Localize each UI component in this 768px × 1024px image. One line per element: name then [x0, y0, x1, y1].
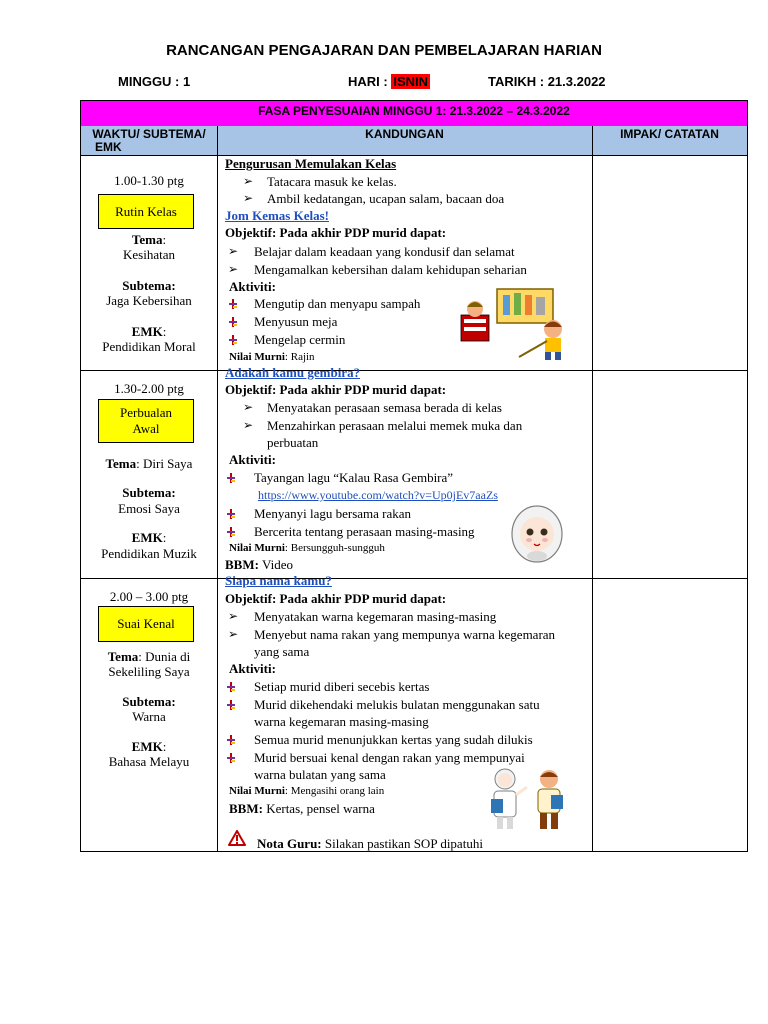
bbm-label: BBM:	[225, 557, 259, 572]
bbm-value: Kertas, pensel warna	[266, 801, 375, 816]
flag-bullet-icon	[227, 527, 235, 537]
row-2-time: 1.30-2.00 ptg	[114, 381, 184, 396]
row-2-tema	[81, 456, 217, 472]
row-3-aktiviti-label: Aktiviti:	[229, 661, 276, 676]
arrow-bullet-icon: ➢	[243, 400, 254, 414]
column-header-waktu	[81, 126, 217, 156]
row-1-session-box: Rutin Kelas	[98, 194, 194, 229]
row-3-objective-cont: yang sama	[254, 644, 310, 659]
row-3-session-box: Suai Kenal	[98, 606, 194, 642]
flag-bullet-icon	[227, 735, 235, 745]
row-3-emk: EMK:	[131, 739, 167, 754]
row-1-emk-value: Pendidikan Moral	[102, 339, 196, 354]
hari-label: HARI :	[348, 74, 388, 89]
arrow-bullet-icon: ➢	[243, 174, 254, 188]
phase-band: FASA PENYESUAIAN MINGGU 1: 21.3.2022 – 24.3.2022	[81, 101, 747, 127]
nilai-value: : Rajin	[284, 351, 315, 363]
row-1-activity-title[interactable]: Jom Kemas Kelas!	[225, 208, 329, 223]
emk-label: EMK	[131, 530, 163, 545]
row-1-activity: Mengelap cermin	[254, 332, 346, 347]
row-divider	[81, 578, 747, 579]
classroom-cleaning-illustration	[459, 285, 569, 361]
row-3-subtema-label: Subtema:	[122, 694, 176, 709]
row-1-objective: Belajar dalam keadaan yang kondusif dan selamat	[254, 244, 515, 259]
warning-icon	[228, 830, 246, 846]
column-header-impak: IMPAK/ CATATAN	[592, 126, 747, 156]
document-title: RANCANGAN PENGAJARAN DAN PEMBELAJARAN HARIAN	[166, 42, 602, 59]
row-3-objektif: Objektif: Pada akhir PDP murid dapat:	[225, 591, 447, 606]
row-3-objective: Menyebut nama rakan yang mempunya warna kegemaran	[254, 627, 556, 642]
row-2-nilai	[229, 542, 385, 554]
row-3-bbm	[229, 801, 375, 817]
row-3-time: 2.00 – 3.00 ptg	[109, 589, 189, 604]
arrow-bullet-icon: ➢	[228, 262, 239, 276]
nilai-label: Nilai Murni	[229, 351, 285, 363]
column-header-kandungan: KANDUNGAN	[217, 126, 592, 156]
row-1-heading-item: Ambil kedatangan, ucapan salam, bacaan doa	[267, 191, 505, 206]
row-2-activity: Tayangan lagu “Kalau Rasa Gembira”	[254, 470, 454, 485]
nilai-value: : Mengasihi orang lain	[284, 785, 385, 797]
flag-bullet-icon	[229, 335, 237, 345]
row-2-aktiviti-label: Aktiviti:	[229, 452, 276, 467]
row-1-tema: Tema:	[131, 232, 167, 247]
row-2-subtema-value: Emosi Saya	[118, 501, 180, 516]
bbm-value: Video	[261, 557, 293, 572]
tema-label: Tema	[105, 456, 137, 471]
row-1-objektif: Objektif: Pada akhir PDP murid dapat:	[225, 225, 447, 240]
tema-value: : Dunia di	[138, 649, 191, 664]
row-2-session-box	[98, 399, 194, 443]
lesson-plan-table	[80, 100, 748, 852]
youtube-link[interactable]: https://www.youtube.com/watch?v=Up0jEv7aaZs	[258, 488, 498, 502]
nota-label: Nota Guru:	[257, 836, 322, 851]
row-3-activity: Setiap murid diberi secebis kertas	[254, 679, 430, 694]
row-1-time: 1.00-1.30 ptg	[114, 173, 184, 188]
row-3-activity-cont: warna bulatan yang sama	[254, 767, 386, 782]
tema-value: : Diri Saya	[136, 456, 193, 471]
row-3-subtema-value: Warna	[132, 709, 166, 724]
minggu-label: MINGGU : 1	[118, 74, 191, 89]
row-2-objective-cont: perbuatan	[267, 435, 319, 450]
row-1-activity: Menyusun meja	[254, 314, 338, 329]
girl-face-illustration	[509, 504, 565, 568]
row-2-activity: Menyanyi lagu bersama rakan	[254, 506, 412, 521]
students-illustration	[483, 765, 573, 835]
row-3-activity: Semua murid menunjukkan kertas yang sudah dilukis	[254, 732, 533, 747]
row-2-subtema-label: Subtema:	[122, 485, 176, 500]
nilai-label: Nilai Murni	[229, 785, 285, 797]
flag-bullet-icon	[227, 753, 235, 763]
column-divider	[217, 126, 218, 851]
row-3-emk-value: Bahasa Melayu	[108, 754, 190, 769]
row-2-emk-value: Pendidikan Muzik	[101, 546, 197, 561]
arrow-bullet-icon: ➢	[228, 244, 239, 258]
emk-label: EMK	[131, 739, 163, 754]
row-2-activity: Bercerita tentang perasaan masing-masing	[254, 524, 475, 539]
row-2-objective: Menyatakan perasaan semasa berada di kelas	[267, 400, 502, 415]
row-2-activity-title[interactable]: Adakah kamu gembira?	[225, 365, 361, 380]
row-1-objective: Mengamalkan kebersihan dalam kehidupan seharian	[254, 262, 527, 277]
row-3-activity-cont: warna kegemaran masing-masing	[254, 714, 429, 729]
row-2-emk: EMK:	[131, 530, 167, 545]
hari-value: ISNIN	[393, 74, 429, 89]
row-3-tema-cont: Sekeliling Saya	[108, 664, 190, 679]
arrow-bullet-icon: ➢	[243, 418, 254, 432]
nilai-label: Nilai Murni	[229, 542, 285, 554]
row-3-activity: Murid dikehendaki melukis bulatan menggunakan satu	[254, 697, 540, 712]
flag-bullet-icon	[229, 299, 237, 309]
tarikh-label: TARIKH : 21.3.2022	[488, 74, 606, 89]
row-2-session-box-line: Awal	[132, 421, 160, 436]
row-1-aktiviti-label: Aktiviti:	[229, 279, 276, 294]
row-1-subtema-label: Subtema:	[122, 278, 176, 293]
row-2-objective: Menzahirkan perasaan melalui memek muka dan	[267, 418, 523, 433]
arrow-bullet-icon: ➢	[243, 191, 254, 205]
nilai-value: : Bersungguh-sungguh	[284, 542, 385, 554]
row-2-bbm	[225, 557, 293, 573]
row-3-nota-guru	[257, 836, 483, 852]
arrow-bullet-icon: ➢	[228, 627, 239, 641]
row-3-tema	[81, 649, 217, 665]
emk-label: EMK	[131, 324, 163, 339]
row-1-tema-value: Kesihatan	[123, 247, 175, 262]
flag-bullet-icon	[227, 700, 235, 710]
row-3-activity: Murid bersuai kenal dengan rakan yang mempunyai	[254, 750, 525, 765]
flag-bullet-icon	[229, 317, 237, 327]
row-1-emk: EMK:	[131, 324, 167, 339]
row-divider	[81, 370, 747, 371]
row-2-session-box-line: Perbualan	[120, 405, 172, 420]
column-header-waktu-line-1: WAKTU/ SUBTEMA/	[92, 127, 206, 141]
row-3-nilai	[229, 785, 384, 797]
bbm-label: BBM:	[229, 801, 263, 816]
flag-bullet-icon	[227, 473, 235, 483]
row-1-subtema-value: Jaga Kebersihan	[106, 293, 192, 308]
row-1-heading: Pengurusan Memulakan Kelas	[225, 156, 397, 171]
flag-bullet-icon	[227, 509, 235, 519]
arrow-bullet-icon: ➢	[228, 609, 239, 623]
column-divider	[592, 126, 593, 851]
tema-label: Tema	[131, 232, 163, 247]
row-3-objective: Menyatakan warna kegemaran masing-masing	[254, 609, 497, 624]
row-1-nilai	[229, 351, 315, 363]
row-1-heading-item: Tatacara masuk ke kelas.	[267, 174, 397, 189]
row-3-activity-title[interactable]: Siapa nama kamu?	[225, 573, 332, 588]
row-1-activity: Mengutip dan menyapu sampah	[254, 296, 421, 311]
tema-label: Tema	[107, 649, 139, 664]
flag-bullet-icon	[227, 682, 235, 692]
hari-field	[348, 74, 430, 89]
column-header-waktu-line-2: EMK	[95, 140, 122, 154]
row-2-objektif: Objektif: Pada akhir PDP murid dapat:	[225, 382, 447, 397]
nota-value: Silakan pastikan SOP dipatuhi	[324, 836, 483, 851]
